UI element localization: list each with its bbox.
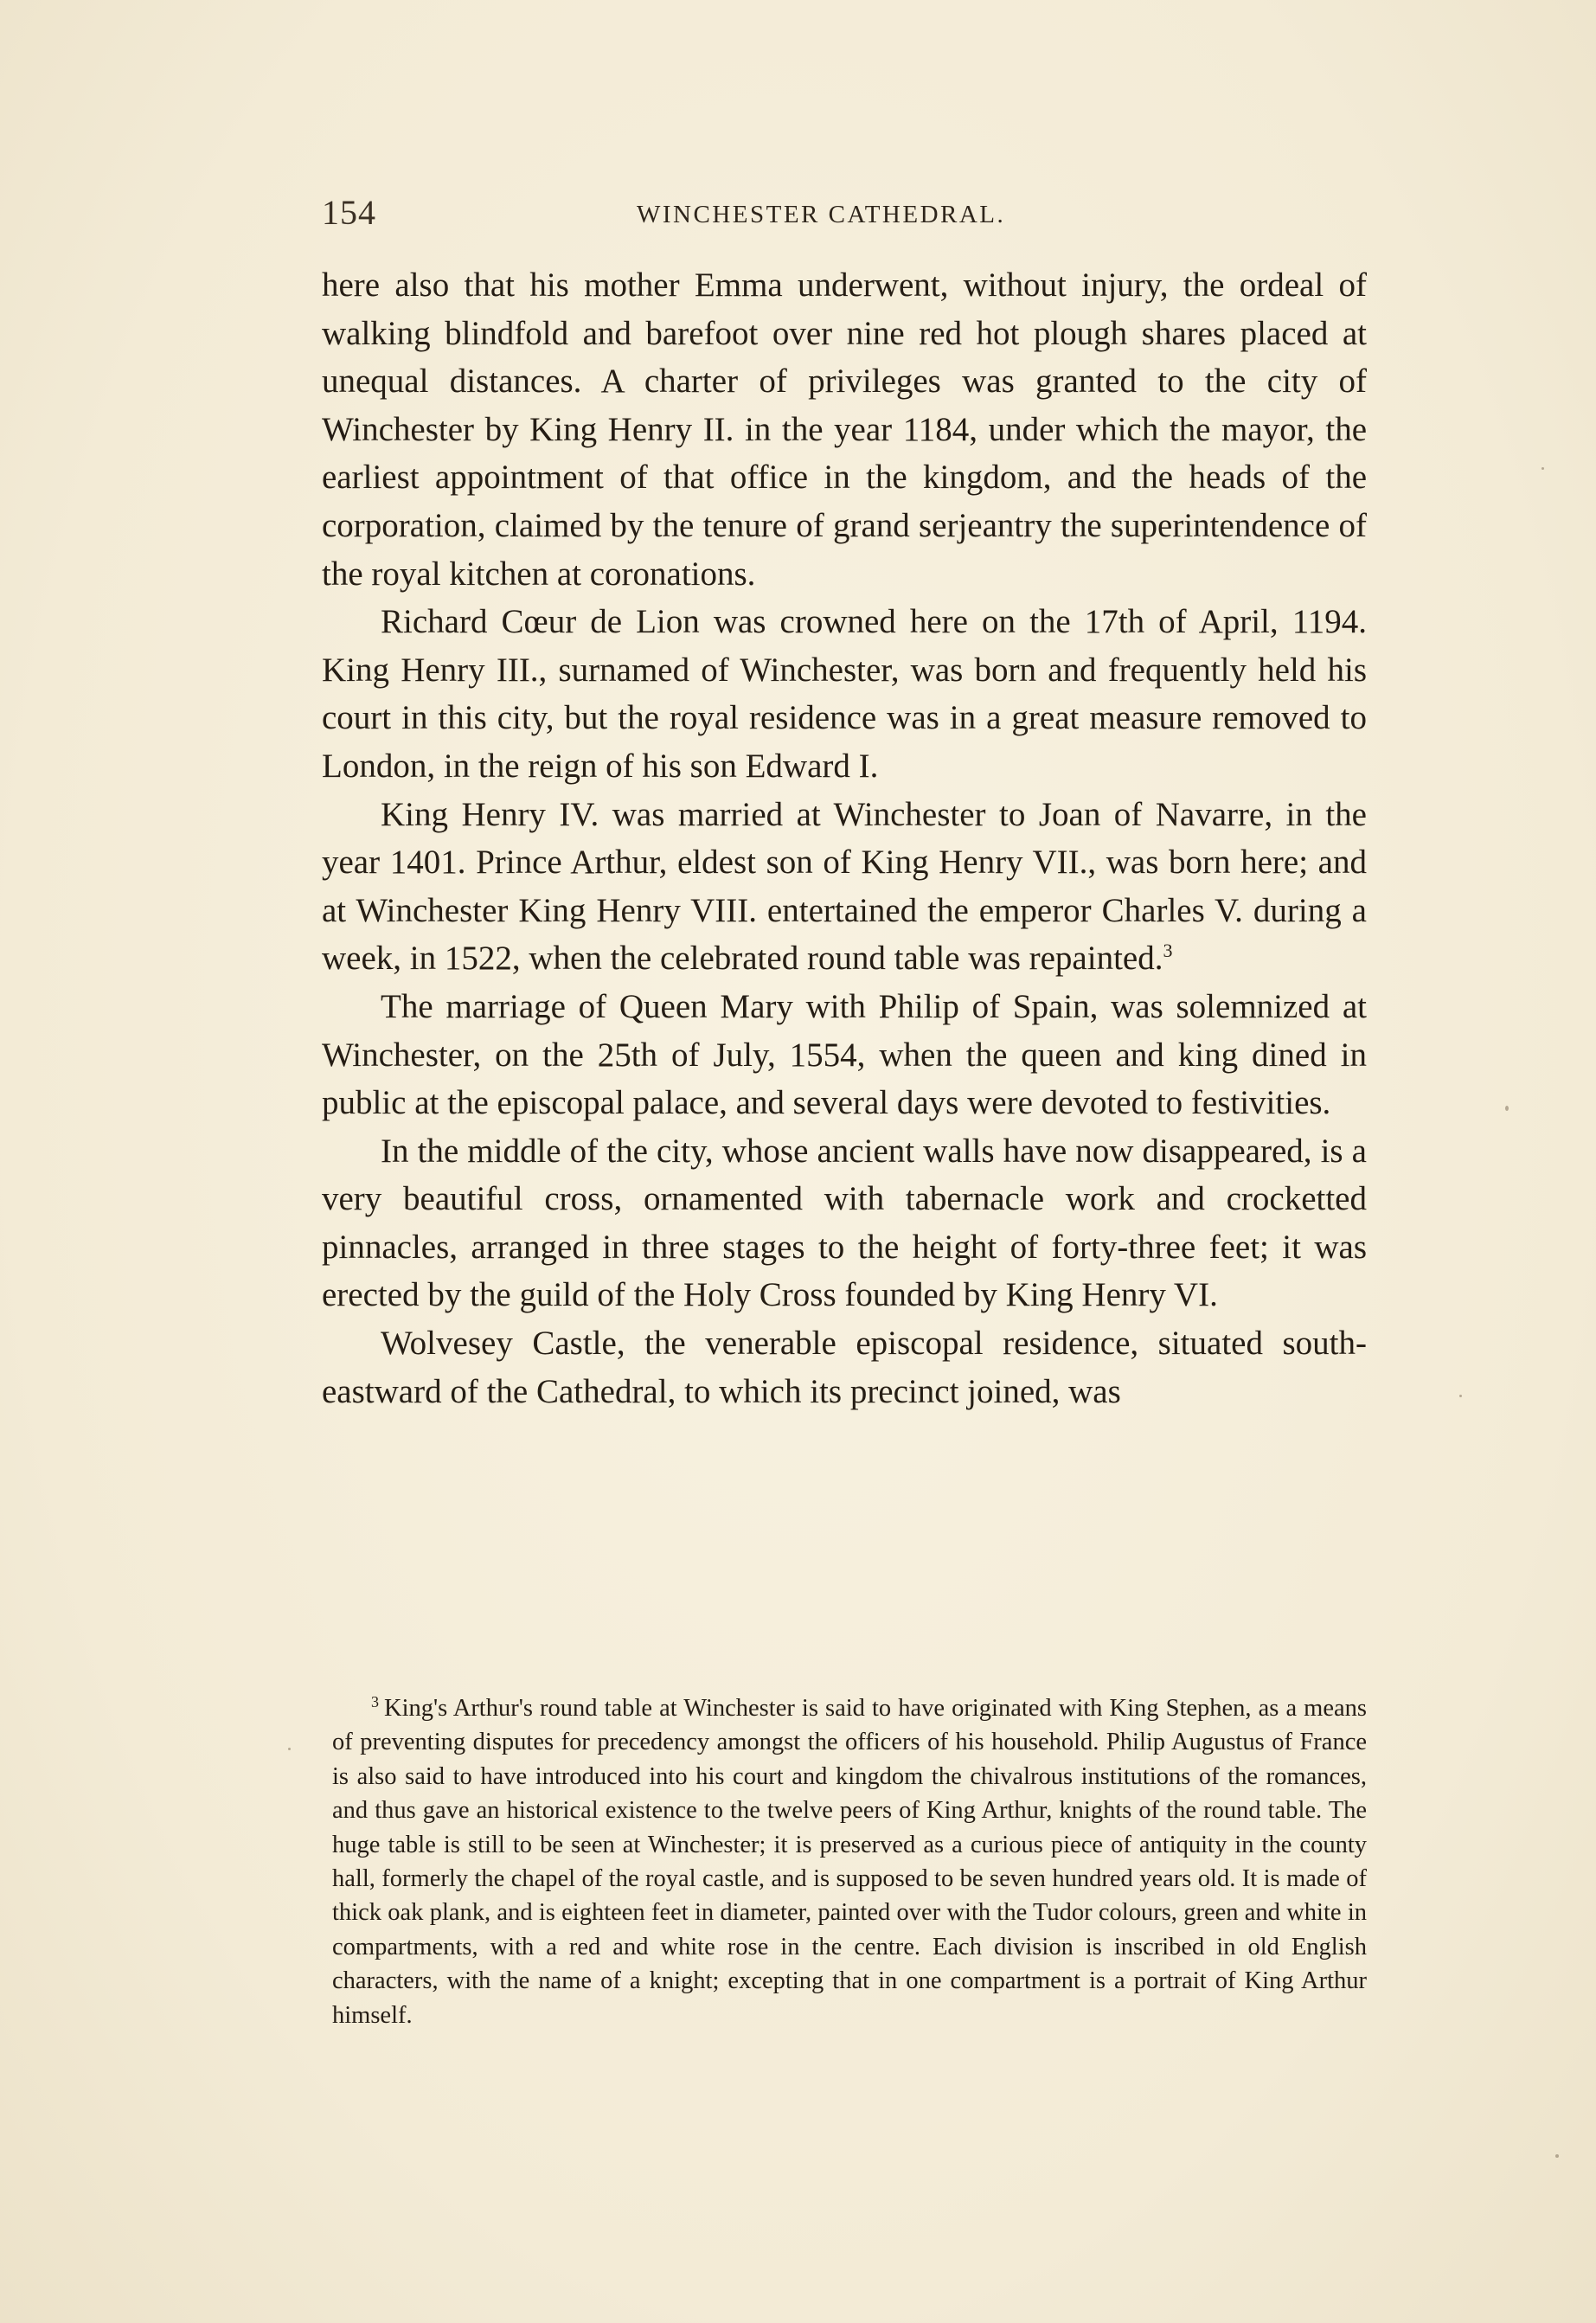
- paragraph-2: Richard Cœur de Lion was crowned here on the 17th of April, 1194. King Henry III., surnamed of Winchester, was born and frequently held his court in this city, but the royal residence was in a great measure removed to London, in the reign of his son Edward I.: [322, 603, 1367, 785]
- paragraph-6: Wolvesey Castle, the venerable episcopal residence, situated south-eastward of the Cathedral, to which its precinct joined, was: [322, 1325, 1367, 1410]
- footnote-marker: 3: [371, 1693, 379, 1710]
- paper-speck: [1459, 1395, 1462, 1397]
- body-text: [322, 261, 1367, 1415]
- page-number: 154: [322, 193, 376, 232]
- running-title: WINCHESTER CATHEDRAL.: [637, 201, 1006, 228]
- paper-speck: [288, 1748, 291, 1750]
- footnote-paragraph: [332, 1691, 1367, 2032]
- paragraph-4: The marriage of Queen Mary with Philip of Spain, was solemnized at Winchester, on the 25th of July, 1554, when the queen and king dined in public at the episcopal palace, and several days were devoted to festivities.: [322, 987, 1367, 1122]
- paragraph-5: In the middle of the city, whose ancient walls have now disappeared, is a very beautiful cross, ornamented with tabernacle work and crocketted pinnacles, arranged in three stages to the height of forty-three feet; it was erected by the guild of the Holy Cross founded by King Henry VI.: [322, 1132, 1367, 1314]
- footnote: [332, 1691, 1367, 2032]
- paper-speck: [1542, 467, 1544, 470]
- paper-speck: [1505, 1106, 1509, 1111]
- paragraph-1: here also that his mother Emma underwent, without injury, the ordeal of walking blindfold and barefoot over nine red hot plough shares placed at unequal distances. A charter of privileges was granted to the city of Winchester by King Henry II. in the year 1184, under which the mayor, the earliest appointment of that office in the kingdom, and the heads of the corporation, claimed by the tenure of grand serjeantry the superintendence of the royal kitchen at coronations.: [322, 266, 1367, 593]
- paragraph-3-text: King Henry IV. was married at Winchester to Joan of Navarre, in the year 1401. Prince Arthur, eldest son of King Henry VII., was born here; and at Winchester King Henry VIII. entertained the emperor Charles V. during a week, in 1522, when the celebrated round table was repainted.: [322, 795, 1367, 978]
- paper-speck: [1555, 2154, 1559, 2158]
- page-header: [322, 192, 1360, 244]
- footnote-text: King's Arthur's round table at Winchester is said to have originated with King Stephen, as a means of preventing disputes for precedency amongst the officers of his household. Philip Augustus of France is also said to have introduced into his court and kingdom the chivalrous institutions of the romances, and thus gave an historical existence to the twelve peers of King Arthur, knights of the round table. The huge table is still to be seen at Winchester; it is preserved as a curious piece of antiquity in the county hall, formerly the chapel of the royal castle, and is supposed to be seven hundred years old. It is made of thick oak plank, and is eighteen feet in diameter, painted over with the Tudor colours, green and white in compartments, with a red and white rose in the centre. Each division is inscribed in old English characters, with the name of a knight; excepting that in one compartment is a portrait of King Arthur himself.: [332, 1695, 1367, 2029]
- footnote-reference: 3: [1163, 940, 1173, 962]
- paragraph-3: [322, 791, 1367, 983]
